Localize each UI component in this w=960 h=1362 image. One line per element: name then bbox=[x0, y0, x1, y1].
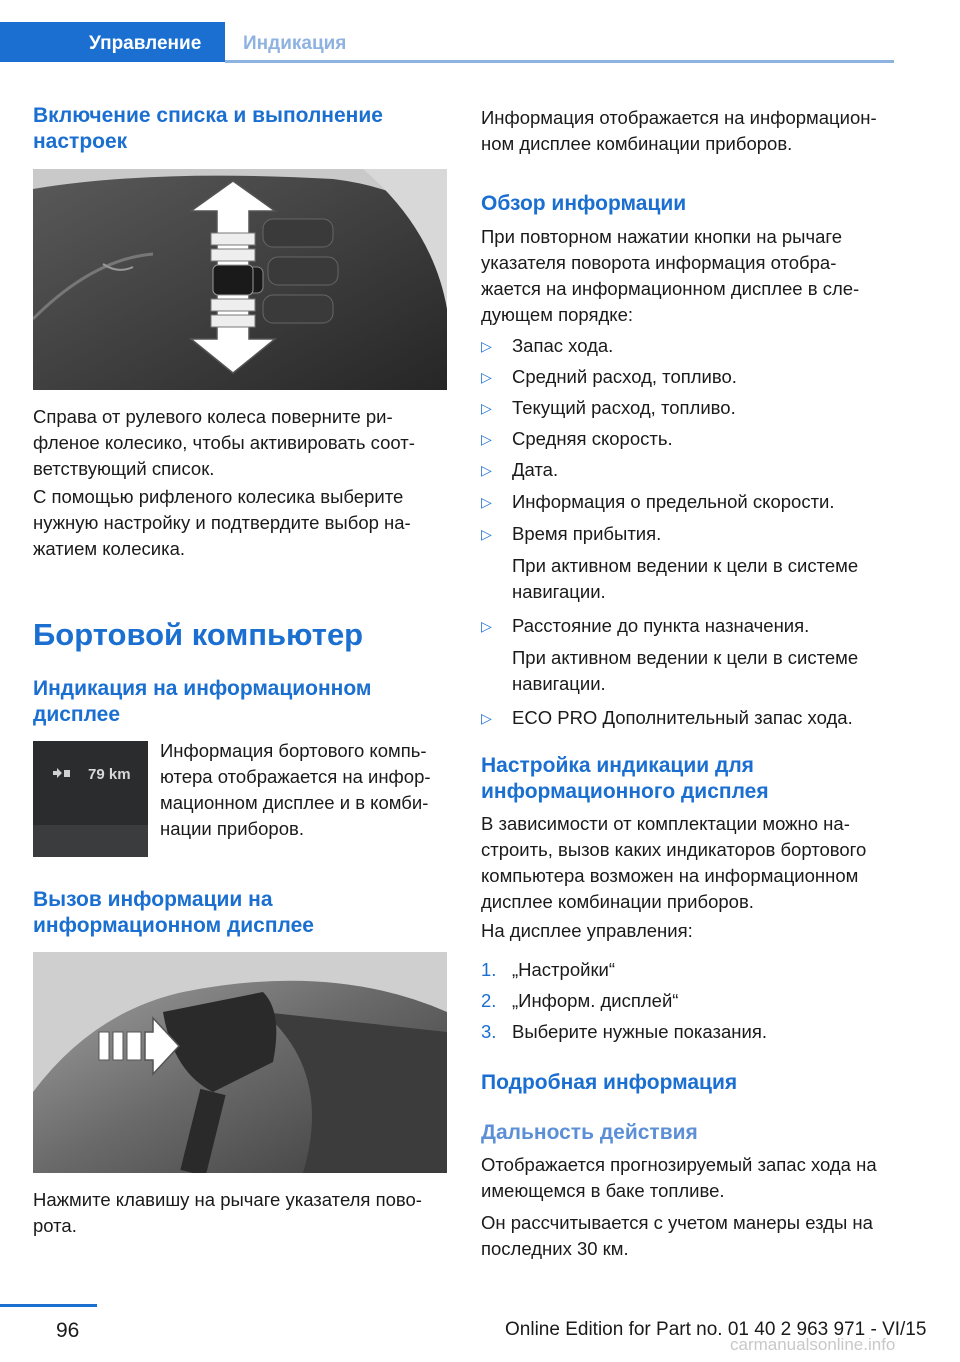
paragraph-range-forecast: Отображается прогнозируемый запас хода на имеющемся в баке топливе. bbox=[481, 1154, 877, 1201]
heading-info-display: Индикация на информационном дисплее bbox=[33, 677, 372, 726]
range-value: 79 km bbox=[88, 766, 131, 783]
heading-details: Подробная информация bbox=[481, 1071, 738, 1094]
edition-text: Online Edition for Part no. 01 40 2 963 971 - VI/15 bbox=[505, 1319, 927, 1340]
header-rule bbox=[225, 60, 894, 63]
bullet-triangle-icon: ▷ bbox=[481, 400, 492, 416]
list-item-note: При активном ведении к цели в системе навигации. bbox=[512, 555, 859, 602]
section-title-onboard-computer: Бортовой компьютер bbox=[33, 617, 364, 652]
paragraph-rotate-wheel: Справа от рулевого колеса поверните ри‐фленое колесико, чтобы активировать соот‐ветствующий список. bbox=[33, 406, 415, 479]
heading-list-settings: Включение списка и выполнение настроек bbox=[33, 104, 383, 153]
page-number: 96 bbox=[56, 1319, 80, 1342]
paragraph-control-display: На дисплее управления: bbox=[481, 920, 693, 941]
heading-display-settings: Настройка индикации для информационного дисплея bbox=[481, 754, 769, 803]
paragraph-info-shown: Информация отображается на информацион‐ном дисплее комбинации приборов. bbox=[481, 107, 877, 154]
info-display-image bbox=[33, 741, 148, 857]
turn-signal-lever-image bbox=[33, 952, 447, 1173]
footer-rule bbox=[0, 1304, 97, 1307]
turn-signal-lever-icon bbox=[33, 952, 447, 1173]
heading-info-overview: Обзор информации bbox=[481, 192, 687, 215]
watermark: carmanualsonline.info bbox=[730, 1335, 896, 1354]
bullet-triangle-icon: ▷ bbox=[481, 710, 492, 726]
paragraph-configure: В зависимости от комплектации можно на‐строить, вызов каких индикаторов бортового компьютера возможен на информационном дисплее комбинации приборов. bbox=[481, 813, 867, 912]
tab-indication[interactable]: Индикация bbox=[243, 33, 347, 54]
range-display-icon bbox=[33, 741, 148, 857]
list-item-note: При активном ведении к цели в системе навигации. bbox=[512, 647, 859, 694]
paragraph-press-lever: Нажмите клавишу на рычаге указателя пово‐рота. bbox=[33, 1189, 422, 1236]
bullet-triangle-icon: ▷ bbox=[481, 462, 492, 478]
bullet-triangle-icon: ▷ bbox=[481, 431, 492, 447]
steering-wheel-image bbox=[33, 169, 447, 390]
bullet-triangle-icon: ▷ bbox=[481, 369, 492, 385]
heading-range: Дальность действия bbox=[481, 1121, 698, 1144]
bullet-triangle-icon: ▷ bbox=[481, 526, 492, 542]
bullet-triangle-icon: ▷ bbox=[481, 494, 492, 510]
paragraph-order-info: При повторном нажатии кнопки на рычаге указателя поворота информация отобра‐жается на информационном дисплее в сле‐дующем порядке: bbox=[481, 226, 860, 325]
bullet-triangle-icon: ▷ bbox=[481, 618, 492, 634]
paragraph-onboard-info: Информация бортового компь‐ютера отображается на инфор‐мационном дисплее и в комби‐нации приборов. bbox=[160, 740, 431, 839]
tab-controls[interactable] bbox=[0, 22, 225, 62]
tab-controls-label: Управление bbox=[89, 33, 202, 54]
heading-call-info: Вызов информации на информационном дисплее bbox=[33, 888, 314, 937]
paragraph-select-setting: С помощью рифленого колесика выберите нужную настройку и подтвердите выбор на‐жатием колесика. bbox=[33, 486, 411, 559]
paragraph-range-calc: Он рассчитывается с учетом манеры езды на последних 30 км. bbox=[481, 1212, 873, 1259]
bullet-triangle-icon: ▷ bbox=[481, 338, 492, 354]
steering-wheel-thumbwheel-icon bbox=[33, 169, 447, 390]
